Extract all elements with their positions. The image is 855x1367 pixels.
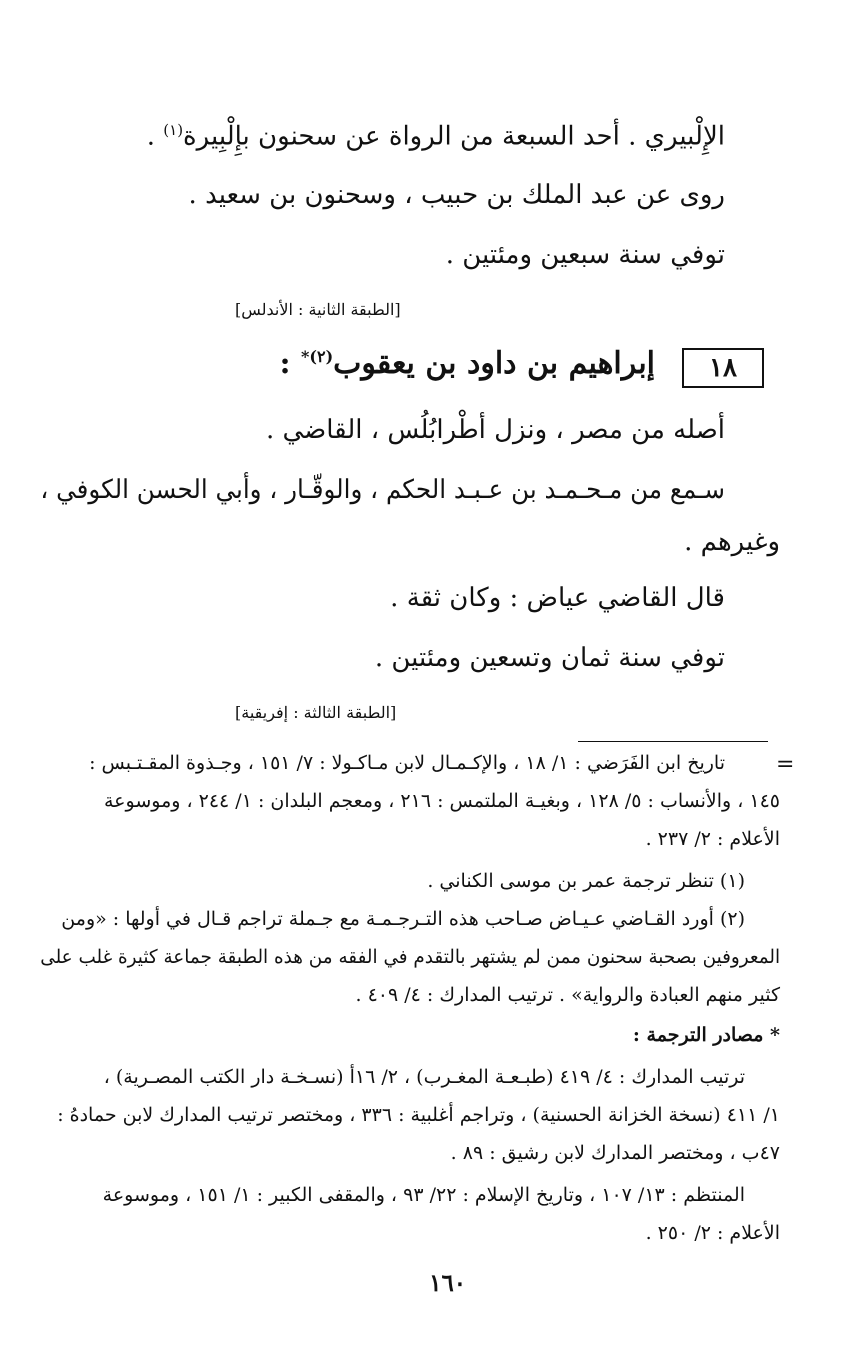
sources-line5: الأعلام : ٢/ ٢٥٠ . [645, 1222, 780, 1244]
entry18-line3: وغيرهم . [684, 527, 780, 557]
footnote-2-line3: كثير منهم العبادة والرواية» . ترتيب المدارك : ٤/ ٤٠٩ . [355, 984, 780, 1006]
footnote-1: (١) تنظر ترجمة عمر بن موسى الكناني . [427, 870, 745, 892]
entry18-line2: سـمع من مـحـمـد بن عـبـد الحكم ، والوقّـار ، وأبي الحسن الكوفي ، [40, 475, 726, 505]
page-number: ١٦٠ [429, 1268, 467, 1297]
entry-number-box: ١٨ [682, 348, 764, 388]
entry17-tabaqa-tag: [الطبقة الثانية : الأندلس] [235, 300, 401, 319]
footnote-separator [578, 741, 768, 742]
footnote-cont-line2: ١٤٥ ، والأنساب : ٥/ ١٢٨ ، وبغيـة الملتمس : ٢١٦ ، ومعجم البلدان : ١/ ٢٤٤ ، وموسوعة [104, 790, 780, 812]
entry18-line1: أصله من مصر ، ونزل أطْرابُلُس ، القاضي . [265, 415, 725, 445]
entry17-line1: الإِلْبيري . أحد السبعة من الرواة عن سحنون بإِلْبِيرة$^{(١)}$ . [146, 121, 725, 152]
entry17-line3: توفي سنة سبعين ومئتين . [445, 240, 725, 270]
footnote-ref-1[interactable]: (١) [163, 121, 184, 139]
footnote-cont-line3: الأعلام : ٢/ ٢٣٧ . [645, 828, 780, 850]
sources-line3: ٤٧ب ، ومختصر المدارك لابن رشيق : ٨٩ . [450, 1142, 780, 1164]
entry18-tabaqa-tag: [الطبقة الثالثة : إفريقية] [235, 703, 397, 722]
sources-line1: ترتيب المدارك : ٤/ ٤١٩ (طبـعـة المغـرب) ، ٢/ ١٦أ (نسـخـة دار الكتب المصـرية) ، [103, 1066, 745, 1088]
entry18-line4: قال القاضي عياض : وكان ثقة . [390, 583, 725, 613]
sources-line2: ١/ ٤١١ (نسخة الخزانة الحسنية) ، وتراجم أغلبية : ٣٣٦ ، ومختصر ترتيب المدارك لابن حمادهُ : [57, 1104, 780, 1126]
footnote-2-line1: (٢) أورد القـاضي عـيـاض صـاحب هذه التـرجـمـة مع جـملة تراجم قـال في أولها : «ومن [61, 908, 745, 930]
entry18-line5: توفي سنة ثمان وتسعين ومئتين . [374, 643, 725, 673]
entry18-heading: إبراهيم بن داود بن يعقوب$^{(٢)*}$ : [279, 346, 655, 381]
continued-marker: = [776, 752, 795, 777]
sources-line4: المنتظم : ١٣/ ١٠٧ ، وتاريخ الإسلام : ٢٢/ ٩٣ ، والمقفى الكبير : ١/ ١٥١ ، وموسوعة [102, 1184, 745, 1206]
footnote-2-line2: المعروفين بصحبة سحنون ممن لم يشتهر بالتقدم في الفقه من هذه الطبقة جماعة كثيرة غلب على [40, 946, 780, 968]
footnote-ref-2[interactable]: (٢)* [301, 347, 334, 366]
sources-heading: * مصادر الترجمة : [632, 1024, 780, 1046]
entry17-line2: روى عن عبد الملك بن حبيب ، وسحنون بن سعيد . [188, 180, 725, 210]
footnote-cont-line1: تاريخ ابن الفَرَضي : ١/ ١٨ ، والإكـمـال لابن مـاكـولا : ٧/ ١٥١ ، وجـذوة المقـتـبس : [89, 752, 725, 774]
